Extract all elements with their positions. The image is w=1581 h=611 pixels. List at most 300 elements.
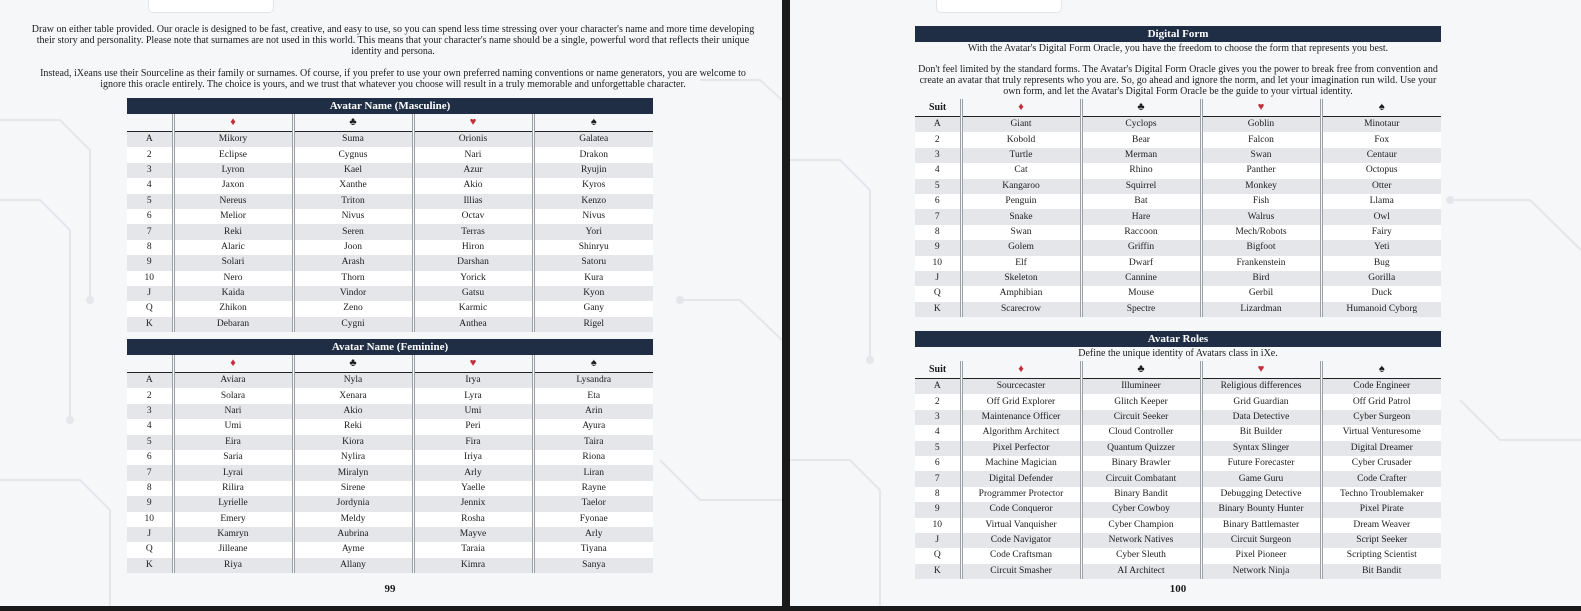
rank-cell: 9 <box>127 496 173 511</box>
rank-cell: 6 <box>127 450 173 465</box>
intro-text <box>28 24 758 101</box>
table-cell: Nyla <box>293 373 413 389</box>
table-cell: Kangaroo <box>961 179 1081 194</box>
table-cell: Taira <box>533 435 653 450</box>
table-cell: Drakon <box>533 147 653 162</box>
table-cell: Umi <box>173 419 293 434</box>
table-cell: Cloud Controller <box>1081 425 1201 440</box>
table-row <box>915 271 1441 286</box>
table-row <box>915 286 1441 301</box>
table-cell: Arin <box>533 404 653 419</box>
rank-cell: 3 <box>127 404 173 419</box>
bottom-border <box>0 606 1581 611</box>
table-cell: Darshan <box>413 255 533 270</box>
table-cell: Grid Guardian <box>1201 394 1321 409</box>
table-row <box>127 317 653 332</box>
table-cell: Shinryu <box>533 240 653 255</box>
table-title: Avatar Name (Feminine) <box>127 339 653 355</box>
table-cell: Terras <box>413 224 533 239</box>
table-row <box>127 404 653 419</box>
rank-cell: K <box>915 302 961 317</box>
table-cell: Cygnus <box>293 147 413 162</box>
table-cell: Rilira <box>173 481 293 496</box>
table-row <box>915 487 1441 502</box>
table-cell: Tiyana <box>533 542 653 557</box>
feminine-name-table <box>127 339 653 573</box>
diamond-header-icon: ♦ <box>961 99 1081 117</box>
table-cell: Code Craftsman <box>961 548 1081 563</box>
table-cell: Minotaur <box>1321 117 1441 133</box>
rank-cell: 2 <box>127 147 173 162</box>
page-number: 100 <box>1169 583 1187 595</box>
rank-cell: 9 <box>127 255 173 270</box>
table-cell: Game Guru <box>1201 471 1321 486</box>
table-cell: Circuit Combatant <box>1081 471 1201 486</box>
rank-cell: 9 <box>915 502 961 517</box>
table-cell: Taelor <box>533 496 653 511</box>
table-row <box>915 194 1441 209</box>
table-cell: Zeno <box>293 301 413 316</box>
table-cell: Aviara <box>173 373 293 389</box>
suit-header: Suit <box>915 99 961 117</box>
table-cell: Yori <box>533 224 653 239</box>
rank-cell: 5 <box>915 179 961 194</box>
heart-header-icon: ♥ <box>413 114 533 132</box>
table-cell: Llama <box>1321 194 1441 209</box>
table-row <box>127 512 653 527</box>
table-cell: Cyclops <box>1081 117 1201 133</box>
table-cell: Bear <box>1081 132 1201 147</box>
table-cell: Nero <box>173 271 293 286</box>
rank-cell: 8 <box>127 240 173 255</box>
left-page <box>0 0 782 611</box>
suit-header <box>127 355 173 373</box>
header-row <box>915 361 1441 379</box>
rank-cell: A <box>127 132 173 148</box>
table-row <box>127 388 653 403</box>
table-cell: Fairy <box>1321 225 1441 240</box>
table-cell: Digital Defender <box>961 471 1081 486</box>
table-cell: Cyber Sleuth <box>1081 548 1201 563</box>
table-title: Avatar Name (Masculine) <box>127 98 653 114</box>
table-cell: Riona <box>533 450 653 465</box>
table-body <box>127 373 653 574</box>
table-cell: Triton <box>293 194 413 209</box>
table-cell: Satoru <box>533 255 653 270</box>
table-cell: Hare <box>1081 209 1201 224</box>
rank-cell: 3 <box>915 148 961 163</box>
table-row <box>915 379 1441 395</box>
table-cell: AI Architect <box>1081 564 1201 579</box>
table-cell: Frankenstein <box>1201 256 1321 271</box>
rank-cell: 2 <box>915 132 961 147</box>
table-cell: Rayne <box>533 481 653 496</box>
rank-cell: 6 <box>127 209 173 224</box>
rank-cell: A <box>915 117 961 133</box>
table-cell: Kael <box>293 163 413 178</box>
masculine-name-table <box>127 98 653 332</box>
table-cell: Kenzo <box>533 194 653 209</box>
table-cell: Octopus <box>1321 163 1441 178</box>
table-cell: Arly <box>533 527 653 542</box>
rank-cell: 9 <box>915 240 961 255</box>
table-cell: Umi <box>413 404 533 419</box>
table-cell: Kimra <box>413 558 533 573</box>
subtitle-line-1: Define the unique identity of Avatars class in iXe. <box>1078 348 1278 359</box>
rank-cell: 7 <box>915 471 961 486</box>
table-cell: Zhikon <box>173 301 293 316</box>
table-cell: Lysandra <box>533 373 653 389</box>
table-cell: Cannine <box>1081 271 1201 286</box>
table-cell: Fira <box>413 435 533 450</box>
table-cell: Cat <box>961 163 1081 178</box>
table-cell: Mouse <box>1081 286 1201 301</box>
table-cell: Quantum Quizzer <box>1081 441 1201 456</box>
table-row <box>127 286 653 301</box>
table-row <box>915 502 1441 517</box>
table-row <box>915 132 1441 147</box>
table-cell: Reki <box>173 224 293 239</box>
table-cell: Binary Battlemaster <box>1201 518 1321 533</box>
table-cell: Syntax Slinger <box>1201 441 1321 456</box>
table-cell: Bigfoot <box>1201 240 1321 255</box>
rank-cell: K <box>915 564 961 579</box>
table-cell: Gany <box>533 301 653 316</box>
diamond-header-icon: ♦ <box>173 114 293 132</box>
table-cell: Code Conqueror <box>961 502 1081 517</box>
table-cell: Giant <box>961 117 1081 133</box>
table-row <box>915 209 1441 224</box>
table-row <box>127 450 653 465</box>
table-row <box>915 518 1441 533</box>
right-page <box>790 0 1581 611</box>
table-cell: Lyra <box>413 388 533 403</box>
spade-header-icon: ♠ <box>533 355 653 373</box>
heart-header-icon: ♥ <box>1201 361 1321 379</box>
intro-paragraph-1: Draw on either table provided. Our oracle is designed to be fast, creative, and easy to use, so you can spend less time stressing over your character's name and more time developing their story and personality. Please note that surnames are not used in this world. This means that your character's name should be a single, powerful word that reflects their unique identity and persona. <box>31 24 755 57</box>
table-cell: Fyonae <box>533 512 653 527</box>
table-row <box>915 410 1441 425</box>
table-cell: Cygni <box>293 317 413 332</box>
table-cell: Squirrel <box>1081 179 1201 194</box>
rank-cell: 8 <box>915 487 961 502</box>
table-cell: Digital Dreamer <box>1321 441 1441 456</box>
table-cell: Kamryn <box>173 527 293 542</box>
rank-cell: J <box>915 533 961 548</box>
table-row <box>915 394 1441 409</box>
table-cell: Vindor <box>293 286 413 301</box>
table-cell: Pixel Pioneer <box>1201 548 1321 563</box>
table-cell: Akio <box>413 178 533 193</box>
table-row <box>127 527 653 542</box>
table-cell: Cyber Cowboy <box>1081 502 1201 517</box>
table-cell: Nivus <box>293 209 413 224</box>
table-cell: Jilleane <box>173 542 293 557</box>
table-cell: Akio <box>293 404 413 419</box>
table-row <box>915 548 1441 563</box>
table-cell: Cyber Champion <box>1081 518 1201 533</box>
spade-header-icon: ♠ <box>1321 361 1441 379</box>
table-cell: Elf <box>961 256 1081 271</box>
table-cell: Joon <box>293 240 413 255</box>
table-cell: Allany <box>293 558 413 573</box>
table-row <box>127 373 653 389</box>
table-cell: Humanoid Cyborg <box>1321 302 1441 317</box>
table-cell: Otter <box>1321 179 1441 194</box>
table-cell: Karmic <box>413 301 533 316</box>
table-cell: Rigel <box>533 317 653 332</box>
table-cell: Bat <box>1081 194 1201 209</box>
table-cell: Network Natives <box>1081 533 1201 548</box>
table-row <box>127 132 653 148</box>
table-cell: Anthea <box>413 317 533 332</box>
table-cell: Owl <box>1321 209 1441 224</box>
rank-cell: 5 <box>127 435 173 450</box>
rank-cell: Q <box>915 286 961 301</box>
table-cell: Duck <box>1321 286 1441 301</box>
rank-cell: 10 <box>915 256 961 271</box>
table-cell: Code Crafter <box>1321 471 1441 486</box>
table-cell: Binary Bounty Hunter <box>1201 502 1321 517</box>
table-title: Digital Form <box>915 26 1441 42</box>
table-cell: Galatea <box>533 132 653 148</box>
table-subtitle <box>915 347 1441 361</box>
table-cell: Hiron <box>413 240 533 255</box>
rank-cell: A <box>915 379 961 395</box>
rank-cell: 2 <box>127 388 173 403</box>
table-cell: Orionis <box>413 132 533 148</box>
rank-cell: 3 <box>127 163 173 178</box>
table-cell: Gatsu <box>413 286 533 301</box>
table-cell: Machine Magician <box>961 456 1081 471</box>
table-title: Avatar Roles <box>915 331 1441 347</box>
table-cell: Falcon <box>1201 132 1321 147</box>
table-cell: Glitch Keeper <box>1081 394 1201 409</box>
table-row <box>127 481 653 496</box>
table-row <box>915 179 1441 194</box>
rank-cell: 6 <box>915 194 961 209</box>
rank-cell: 7 <box>127 224 173 239</box>
table-cell: Lyrai <box>173 465 293 480</box>
intro-paragraph-2: Instead, iXeans use their Sourceline as their family or surnames. Of course, if you prefer to use your own preferred naming conventions or name generators, you are welcome to ignore this oracle entirely. The choice is yours, and we trust that whatever you choose will result in a truly memorable and unforgettable character. <box>40 68 746 90</box>
table-cell: Emery <box>173 512 293 527</box>
heart-header-icon: ♥ <box>1201 99 1321 117</box>
table-row <box>127 163 653 178</box>
spade-header-icon: ♠ <box>1321 99 1441 117</box>
table-cell: Kura <box>533 271 653 286</box>
table-cell: Kyon <box>533 286 653 301</box>
table-cell: Golem <box>961 240 1081 255</box>
top-tab <box>936 0 1062 13</box>
table-cell: Miralyn <box>293 465 413 480</box>
table-cell: Bit Builder <box>1201 425 1321 440</box>
table-cell: Lizardman <box>1201 302 1321 317</box>
rank-cell: 7 <box>915 209 961 224</box>
page-spine <box>782 0 790 611</box>
rank-cell: 4 <box>915 425 961 440</box>
club-header-icon: ♣ <box>1081 361 1201 379</box>
table-cell: Script Seeker <box>1321 533 1441 548</box>
table-cell: Spectre <box>1081 302 1201 317</box>
table-row <box>127 419 653 434</box>
table-cell: Dream Weaver <box>1321 518 1441 533</box>
page-number: 99 <box>384 583 396 595</box>
table-cell: Ayme <box>293 542 413 557</box>
table-cell: Circuit Smasher <box>961 564 1081 579</box>
table-cell: Monkey <box>1201 179 1321 194</box>
table-cell: Liran <box>533 465 653 480</box>
top-tab <box>148 0 274 13</box>
table-cell: Eira <box>173 435 293 450</box>
table-cell: Bug <box>1321 256 1441 271</box>
table-cell: Nivus <box>533 209 653 224</box>
table-row <box>127 301 653 316</box>
table-cell: Azur <box>413 163 533 178</box>
rank-cell: K <box>127 317 173 332</box>
table-cell: Yorick <box>413 271 533 286</box>
rank-cell: Q <box>127 542 173 557</box>
table-cell: Arash <box>293 255 413 270</box>
subtitle-line-2: Don't feel limited by the standard forms. The Avatar's Digital Form Oracle gives you the power to break free from convention and create an avatar that truly represents who you are. So, go ahead and ignore the norm, and let your imagination run wild. Use your own form, and let the Avatar's Digital Form Oracle be the guide to your virtual identity. <box>918 64 1438 97</box>
table-cell: Off Grid Explorer <box>961 394 1081 409</box>
rank-cell: 4 <box>915 163 961 178</box>
table-row <box>915 456 1441 471</box>
table-body <box>915 379 1441 580</box>
table-cell: Arly <box>413 465 533 480</box>
table-cell: Sourcecaster <box>961 379 1081 395</box>
table-cell: Nari <box>413 147 533 162</box>
table-row <box>915 302 1441 317</box>
table-cell: Lyrielle <box>173 496 293 511</box>
table-cell: Panther <box>1201 163 1321 178</box>
rank-cell: J <box>127 286 173 301</box>
table-cell: Pixel Pirate <box>1321 502 1441 517</box>
table-cell: Reki <box>293 419 413 434</box>
table-cell: Virtual Venturesome <box>1321 425 1441 440</box>
table-cell: Nari <box>173 404 293 419</box>
table-cell: Raccoon <box>1081 225 1201 240</box>
table-cell: Jaxon <box>173 178 293 193</box>
table-cell: Mech/Robots <box>1201 225 1321 240</box>
table-subtitle <box>915 42 1441 99</box>
table-cell: Alaric <box>173 240 293 255</box>
suit-header: Suit <box>915 361 961 379</box>
header-row <box>127 355 653 373</box>
table-cell: Melior <box>173 209 293 224</box>
table-row <box>915 425 1441 440</box>
table-cell: Fox <box>1321 132 1441 147</box>
table-row <box>915 471 1441 486</box>
rank-cell: 3 <box>915 410 961 425</box>
table-cell: Pixel Perfector <box>961 441 1081 456</box>
rank-cell: 6 <box>915 456 961 471</box>
table-cell: Snake <box>961 209 1081 224</box>
rank-cell: 10 <box>127 271 173 286</box>
table-cell: Algorithm Architect <box>961 425 1081 440</box>
table-cell: Binary Bandit <box>1081 487 1201 502</box>
table-cell: Iriya <box>413 450 533 465</box>
rank-cell: 5 <box>127 194 173 209</box>
table-row <box>915 117 1441 133</box>
table-cell: Peri <box>413 419 533 434</box>
rank-cell: K <box>127 558 173 573</box>
table-cell: Mayve <box>413 527 533 542</box>
table-cell: Rosha <box>413 512 533 527</box>
table-cell: Thorn <box>293 271 413 286</box>
table-cell: Kiora <box>293 435 413 450</box>
table-cell: Illumineer <box>1081 379 1201 395</box>
table-cell: Saria <box>173 450 293 465</box>
table-cell: Sirene <box>293 481 413 496</box>
rank-cell: 4 <box>127 178 173 193</box>
table-row <box>127 271 653 286</box>
table-row <box>127 240 653 255</box>
rank-cell: 10 <box>915 518 961 533</box>
table-row <box>915 564 1441 579</box>
table-cell: Cyber Crusader <box>1321 456 1441 471</box>
table-cell: Solara <box>173 388 293 403</box>
rank-cell: Q <box>915 548 961 563</box>
diamond-header-icon: ♦ <box>961 361 1081 379</box>
table-cell: Nylira <box>293 450 413 465</box>
table-cell: Xenara <box>293 388 413 403</box>
avatar-roles-table <box>915 331 1441 579</box>
table-row <box>127 542 653 557</box>
table-cell: Off Grid Patrol <box>1321 394 1441 409</box>
rank-cell: 4 <box>127 419 173 434</box>
table-cell: Techno Troublemaker <box>1321 487 1441 502</box>
table-cell: Eclipse <box>173 147 293 162</box>
table-cell: Gerbil <box>1201 286 1321 301</box>
table-cell: Circuit Surgeon <box>1201 533 1321 548</box>
rank-cell: J <box>127 527 173 542</box>
suit-header <box>127 114 173 132</box>
table-body <box>915 117 1441 318</box>
table-cell: Debaran <box>173 317 293 332</box>
table-cell: Merman <box>1081 148 1201 163</box>
club-header-icon: ♣ <box>293 355 413 373</box>
table-cell: Riya <box>173 558 293 573</box>
table-row <box>127 558 653 573</box>
table-cell: Jordynia <box>293 496 413 511</box>
digital-form-table <box>915 26 1441 317</box>
table-cell: Suma <box>293 132 413 148</box>
table-cell: Aubrina <box>293 527 413 542</box>
table-row <box>127 224 653 239</box>
table-cell: Penguin <box>961 194 1081 209</box>
table-cell: Scripting Scientist <box>1321 548 1441 563</box>
table-cell: Network Ninja <box>1201 564 1321 579</box>
table-cell: Maintenance Officer <box>961 410 1081 425</box>
table-cell: Ayura <box>533 419 653 434</box>
table-cell: Virtual Vanquisher <box>961 518 1081 533</box>
table-cell: Centaur <box>1321 148 1441 163</box>
table-cell: Future Forecaster <box>1201 456 1321 471</box>
table-cell: Sanya <box>533 558 653 573</box>
table-row <box>915 148 1441 163</box>
table-cell: Illias <box>413 194 533 209</box>
header-row <box>127 114 653 132</box>
table-cell: Rhino <box>1081 163 1201 178</box>
header-row <box>915 99 1441 117</box>
heart-header-icon: ♥ <box>413 355 533 373</box>
table-row <box>127 147 653 162</box>
rank-cell: 2 <box>915 394 961 409</box>
table-cell: Scarecrow <box>961 302 1081 317</box>
table-cell: Cyber Surgeon <box>1321 410 1441 425</box>
table-cell: Programmer Protector <box>961 487 1081 502</box>
rank-cell: 8 <box>915 225 961 240</box>
